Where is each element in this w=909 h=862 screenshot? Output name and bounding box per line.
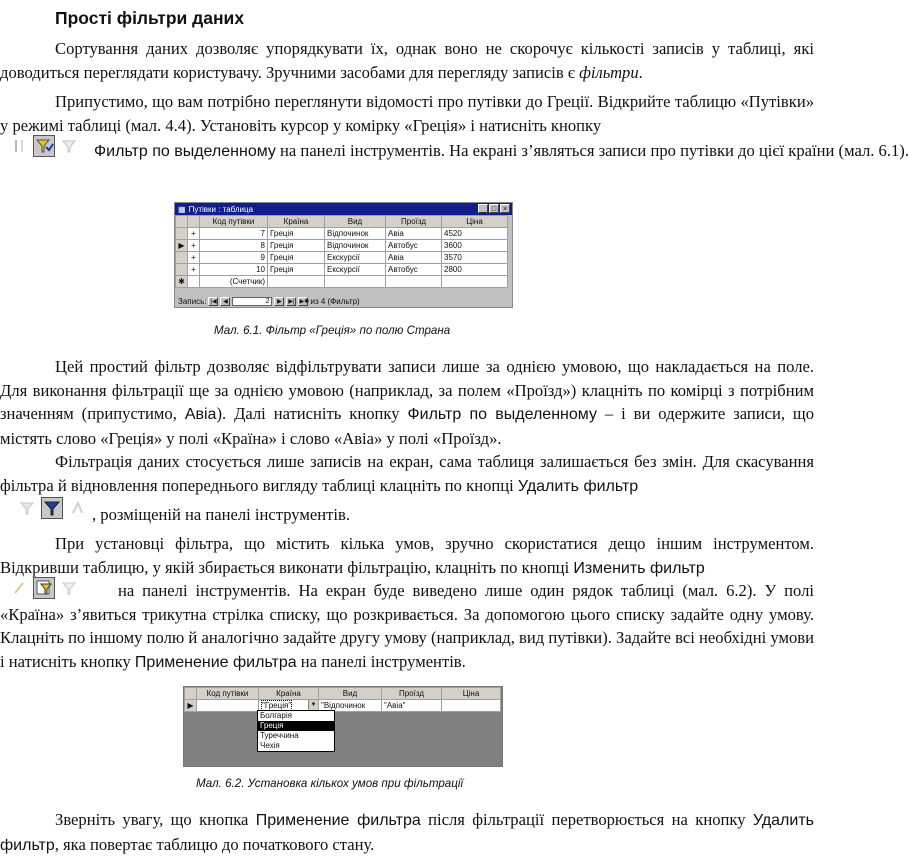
value-avia: Авіа [184,406,217,423]
country-dropdown-list[interactable] [257,710,335,752]
toolbar-filter-by-selection [8,134,80,158]
minimize-button[interactable]: _ [478,204,488,213]
nav-label: Запись: [178,296,207,306]
column-header[interactable]: Проїзд [382,688,442,700]
prev-record-button[interactable]: ◀ [220,297,230,306]
cell-price[interactable]: 3600 [442,240,508,252]
paragraph-advanced-filter-continuation: на панелі інструментів. На екран буде виведено лише один рядок таблиці (мал. 6.2). У полі «Країна» з’явиться трикутна стрілка списку, що розкривається. За допомогою цього списку задайте одну умову. Клацніть по іншому полю й аналогічно задайте другу умову (наприклад, вид путівки). Задайте всі необхідні умови і натисніть кнопку Применение фильтра на панелі інструментів. [0,581,814,671]
cell-id[interactable]: 7 [200,228,268,240]
column-header[interactable]: Вид [325,216,386,228]
close-button[interactable]: × [500,204,510,213]
cell-id[interactable]: 8 [200,240,268,252]
cell-kind[interactable]: Відпочинок [325,228,386,240]
record-count: из 4 (Фильтр) [310,296,360,306]
last-record-button[interactable]: ▶| [288,298,295,305]
maximize-button[interactable]: □ [489,204,499,213]
paragraph-remove-filter: Фільтрація даних стосується лише записів на екран, сама таблиця залишається без змін. Для скасування фільтра й відновлення попереднього вигляду таблиці клацніть по кнопці Удалить фильтр [0,452,814,495]
sort-icon [8,135,30,157]
new-row-selector[interactable]: ✱ [176,276,188,288]
dropdown-option[interactable]: Болгарія [260,711,292,720]
cell-country[interactable]: Греція [268,228,325,240]
cell-price[interactable]: 2800 [442,264,508,276]
dropdown-option[interactable]: Туреччина [260,731,299,740]
remove-filter-ref: Удалить фильтр [0,812,814,854]
row-selector-header [185,688,197,700]
cell-kind[interactable]: Екскурсії [325,252,386,264]
cell-id[interactable]: 9 [200,252,268,264]
expand-header [188,216,200,228]
term-filters: фільтри [579,62,639,82]
cell-transport[interactable]: Авіа [386,252,442,264]
cell-price-criteria[interactable] [442,700,501,712]
cell-country[interactable]: Греція [268,252,325,264]
window-titlebar: ▦ Путівки : таблица _ □ × [175,203,512,215]
paragraph-apply-toggle: Зверніть увагу, що кнопка Применение фильтра після фільтрації перетворюється на кнопку Удалить фильтр, яка повертає таблицю до початкового стану. [0,810,814,854]
next-record-button[interactable]: ▶ [274,297,284,306]
cell-id[interactable]: 10 [200,264,268,276]
current-row-selector[interactable]: ▶ [185,700,197,712]
row-selector[interactable] [176,252,188,264]
first-record-button[interactable]: |◀ [210,298,217,305]
cell-kind[interactable]: Екскурсії [325,264,386,276]
paragraph-greece-continuation: Фильтр по выделенному на панелі інструментів. На екрані з’являться записи про путівки до цієї країни (мал. 6.1). [94,141,909,160]
record-number-field[interactable]: 2 [232,297,272,306]
figure-caption-6-2: Мал. 6.2. Установка кількох умов при фільтрації [196,777,464,790]
column-header[interactable]: Країна [259,688,319,700]
figure-caption-6-1: Мал. 6.1. Фільтр «Греція» по полю Страна [214,324,451,337]
cell-transport[interactable]: Автобус [386,264,442,276]
filter-by-selection-icon [16,497,38,519]
cell-id-criteria[interactable] [197,700,259,712]
remove-filter-icon[interactable] [41,497,63,519]
cell-country[interactable]: Греція [268,240,325,252]
apply-filter-ref: Применение фильтра [134,653,297,671]
expand-marker[interactable]: + [188,252,200,264]
cell-autonumber[interactable]: (Счетчик) [200,276,268,288]
cell-transport[interactable]: Автобус [386,240,442,252]
current-row-selector[interactable]: ▶ [176,240,188,252]
row-selector-header [176,216,188,228]
paragraph-advanced-filter: При установці фільтра, що містить кілька умов, зручно скористатися дещо іншим інструментом. Відкривши таблицю, у якій збирається виконати фільтрацію, клацніть по кнопці Изменить фильтр [0,534,814,577]
column-header[interactable]: Код путівки [200,216,268,228]
filter-by-selection-ref: Фильтр по выделенному [94,143,276,160]
cell-transport[interactable]: Авіа [386,228,442,240]
column-header[interactable]: Вид [319,688,382,700]
dropdown-option-selected[interactable]: Греція [258,721,334,731]
data-table [175,215,508,288]
column-header[interactable]: Код путівки [197,688,259,700]
table-row[interactable] [176,240,508,252]
filter-icon [58,135,80,157]
cell-price[interactable]: 4520 [442,228,508,240]
cell-kind[interactable]: Відпочинок [325,240,386,252]
column-header[interactable]: Ціна [442,216,508,228]
new-record-button[interactable]: ▶✱ [299,298,310,305]
apply-filter-ref: Применение фильтра [255,812,421,829]
table-row[interactable] [176,264,508,276]
column-header[interactable]: Країна [268,216,325,228]
edit-filter-ref: Изменить фильтр [573,559,705,577]
remove-filter-ref: Удалить фильтр [517,477,639,495]
table-row[interactable] [176,252,508,264]
toolbar-remove-filter [16,496,88,520]
paragraph-second-condition: Цей простий фільтр дозволяє відфільтрувати записи лише за однією умовою, що накладається на поле. Для виконання фільтрації ще за однією умовою (наприклад, за полем «Проїзд») клацніть по комірці з потрібним значенням (припустимо, Авіа). Далі натисніть кнопку Фильтр по выделенному – і ви одержите записи, що містять слово «Греція» у полі «Країна» і слово «Авіа» у полі «Проїзд». [0,357,814,448]
cell-transport-criteria[interactable]: "Авіа" [382,700,442,712]
page-heading: Прості фільтри даних [55,8,245,28]
cell-country-criteria[interactable]: "Греція" ▼ [259,700,319,712]
table-row[interactable] [176,228,508,240]
filter-table [184,687,501,712]
remove-filter-tail: , розміщеній на панелі інструментів. [92,505,350,524]
expand-marker[interactable]: + [188,264,200,276]
record-navigator [175,295,512,307]
row-selector[interactable] [176,264,188,276]
dropdown-arrow-icon[interactable]: ▼ [308,700,318,710]
cell-country[interactable]: Греція [268,264,325,276]
column-header[interactable]: Ціна [442,688,501,700]
row-selector[interactable] [176,228,188,240]
access-table-window [174,202,513,308]
expand-marker[interactable]: + [188,240,200,252]
criteria-row[interactable] [185,700,501,712]
filter-by-selection-ref: Фильтр по выделенному [407,406,597,423]
dropdown-option[interactable]: Чехія [260,741,280,750]
filter-grid [183,686,503,767]
cell-kind-criteria[interactable]: "Відпочинок [319,700,382,712]
paragraph-greece: Припустимо, що вам потрібно переглянути відомості про путівки до Греції. Відкрийте таблицю «Путівки» у режимі таблиці (мал. 4.4). Установіть курсор у комірку «Греція» і натисніть кнопку [0,92,814,135]
cell-price[interactable]: 3570 [442,252,508,264]
paragraph-intro: Сортування даних дозволяє упорядкувати їх, однак воно не скорочує кількості записів у таблиці, які доводиться переглядати користувачу. Зручними засобами для перегляду записів є фільтри. [0,39,814,82]
new-record-row[interactable] [176,276,508,288]
column-header[interactable]: Проїзд [386,216,442,228]
filter-by-selection-icon[interactable] [33,135,55,157]
expand-marker[interactable]: + [188,228,200,240]
sort-icon [66,497,88,519]
